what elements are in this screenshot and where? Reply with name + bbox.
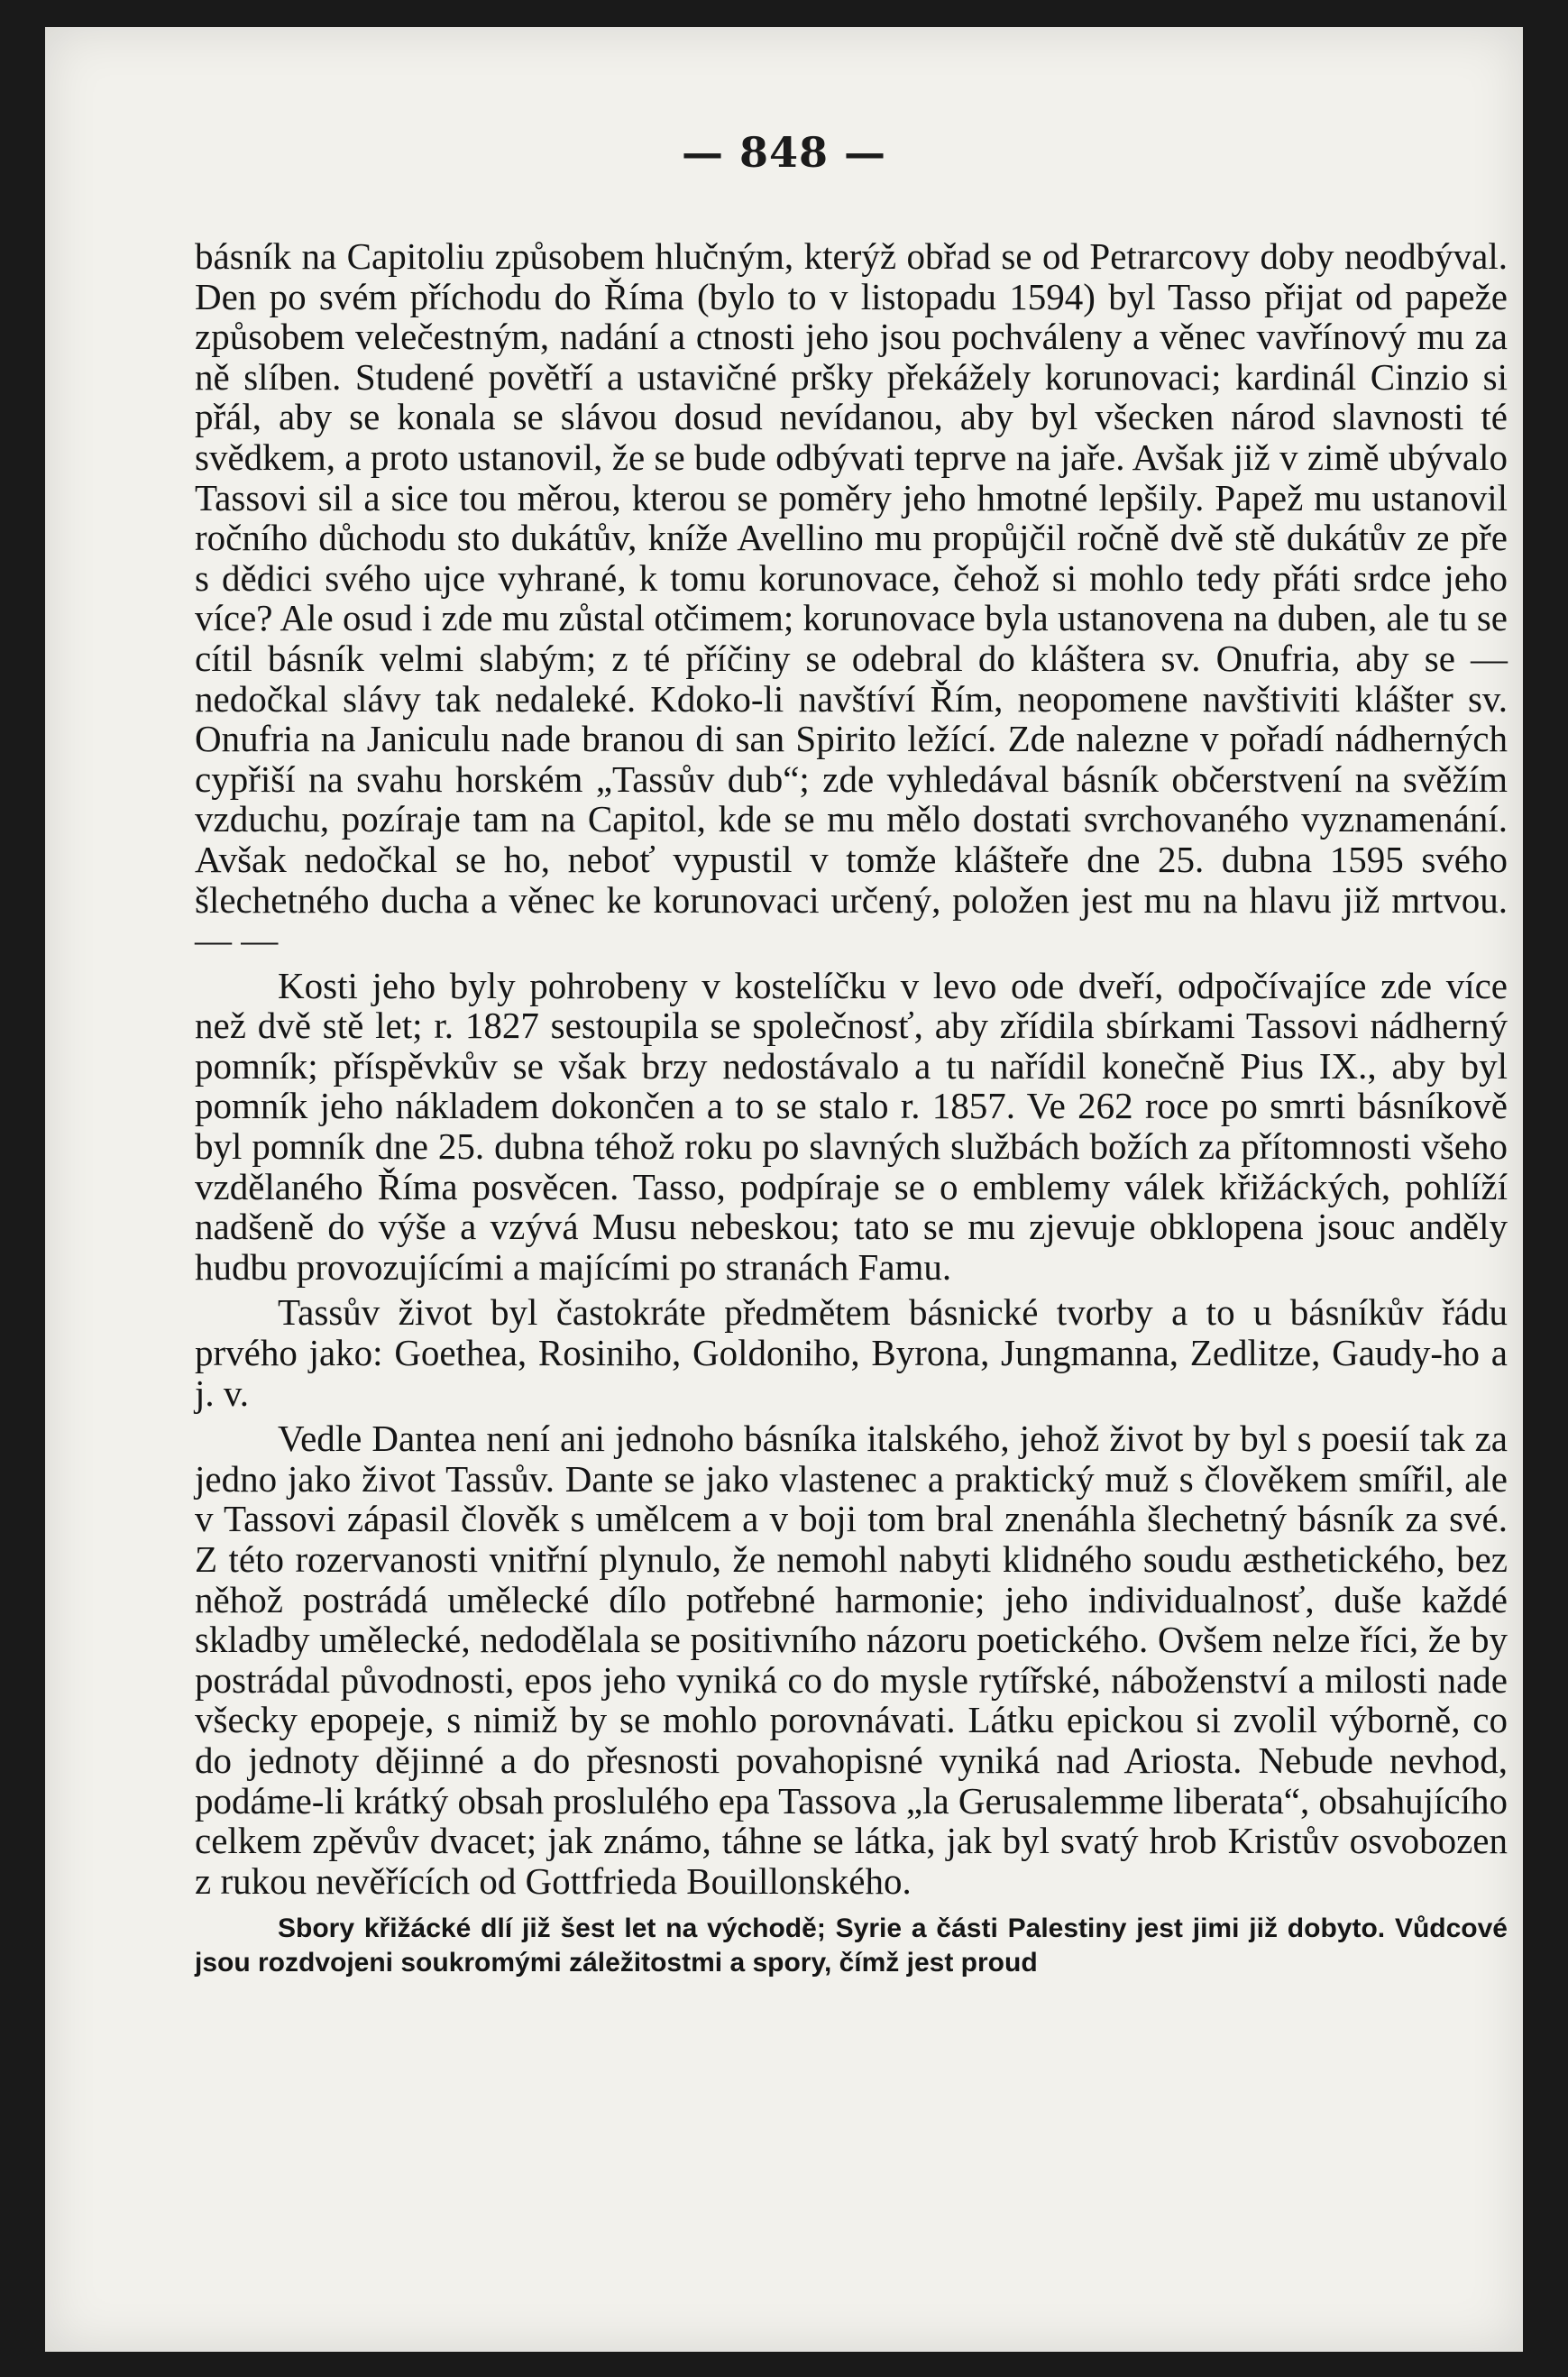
body-text: [195, 236, 1508, 2007]
footnote-text: Sbory křižácké dlí již šest let na východě; Syrie a části Palestiny jest jimi již dobyto. Vůdcové jsou rozdvojeni soukromými záležitostmi a spory, čímž jest proud: [195, 1914, 1508, 1978]
paragraph-3: Tassův život byl častokráte předmětem básnické tvorby a to u básníkův řádu prvého jako: Goethea, Rosiniho, Goldoniho, Byrona, Jungmanna, Zedlitze, Gaudy-ho a j. v.: [195, 1291, 1508, 1414]
page-number: — 848 —: [681, 128, 887, 177]
book-page: [45, 27, 1523, 2352]
paragraph-1: básník na Capitoliu způsobem hlučným, kterýž obřad se od Petrarcovy doby neodbýval. Den po svém příchodu do Říma (bylo to v listopadu 1594) byl Tasso přijat od papeže způsobem velečestným, nadání a ctnosti jeho jsou pochváleny a věnec vavřínový mu za ně slíben. Studené povětří a ustavičné pršky překážely korunovaci; kardinál Cinzio si přál, aby se konala se slávou dosud nevídanou, aby byl všecken národ slavnosti té svědkem, a proto ustanovil, že se bude odbývati teprve na jaře. Avšak již v zimě ubývalo Tassovi sil a sice tou měrou, kterou se poměry jeho hmotné lepšily. Papež mu ustanovil ročního důchodu sto dukátův, kníže Avellino mu propůjčil ročně dvě stě dukátův ze pře s dědici svého ujce vyhrané, k tomu korunovace, čehož si mohlo tedy přáti srdce jeho více? Ale osud i zde mu zůstal otčimem; korunovace byla ustanovena na duben, ale tu se cítil básník velmi slabým; z té příčiny se odebral do kláštera sv. Onufria, aby se — nedočkal slávy tak nedaleké. Kdoko-li navštíví Řím, neopomene navštiviti klášter sv. Onufria na Janiculu nade branou di san Spirito ležící. Zde nalezne v pořadí nádherných cypřiší na svahu horském „Tassův dub“; zde vyhledával básník občerstvení na svěžím vzduchu, pozíraje tam na Capitol, kde se mu mělo dostati svrchovaného vyznamenání. Avšak nedočkal se ho, neboť vypustil v tomže klášteře dne 25. dubna 1595 svého šlechetného ducha a věnec ke korunovaci určený, položen jest mu na hlavu již mrtvou. — —: [195, 235, 1508, 961]
paragraph-2: Kosti jeho byly pohrobeny v kostelíčku v levo ode dveří, odpočívajíce zde více než dvě stě let; r. 1827 sestoupila se společnosť, aby zřídila sbírkami Tassovi nádherný pomník; příspěvkův se však brzy nedostávalo a tu nařídil konečně Pius IX., aby byl pomník jeho nákladem dokončen a to se stalo r. 1857. Ve 262 roce po smrti básníkově byl pomník dne 25. dubna téhož roku po slavných službách božích za přítomnosti všeho vzdělaného Říma posvěcen. Tasso, podpíraje se o emblemy válek křižáckých, pohlíží nadšeně do výše a vzývá Musu nebeskou; tato se mu zjevuje obklopena jsouc anděly hudbu provozujícími a majícími po stranách Famu.: [195, 964, 1508, 1288]
paragraph-4: Vedle Dantea není ani jednoho básníka italského, jehož život by byl s poesií tak za jedno jako život Tassův. Dante se jako vlastenec a praktický muž s člověkem smířil, ale v Tassovi zápasil člověk s umělcem a v boji tom bral znenáhla šlechetný básník za své. Z této rozervanosti vnitřní plynulo, že nemohl nabyti klidného soudu æsthetického, bez něhož postrádá umělecké dílo potřebné harmonie; jeho individualnosť, duše každé skladby umělecké, nedodělala se positivního názoru poetického. Ovšem nelze říci, že by postrádal původnosti, epos jeho vyniká co do mysle rytířské, náboženství a milosti nade všecky epopeje, s nimiž by se mohlo porovnávati. Látku epickou si zvolil výborně, co do jednoty dějinné a do přesnosti povahopisné vyniká nad Ariosta. Nebude nevhod, podáme-li krátký obsah proslulého epa Tassova „la Gerusalemme liberata“, obsahujícího celkem zpěvův dvacet; jak známo, táhne se látka, jak byl svatý hrob Kristův osvobozen z rukou nevěřících od Gottfrieda Bouillonského.: [195, 1418, 1508, 1902]
